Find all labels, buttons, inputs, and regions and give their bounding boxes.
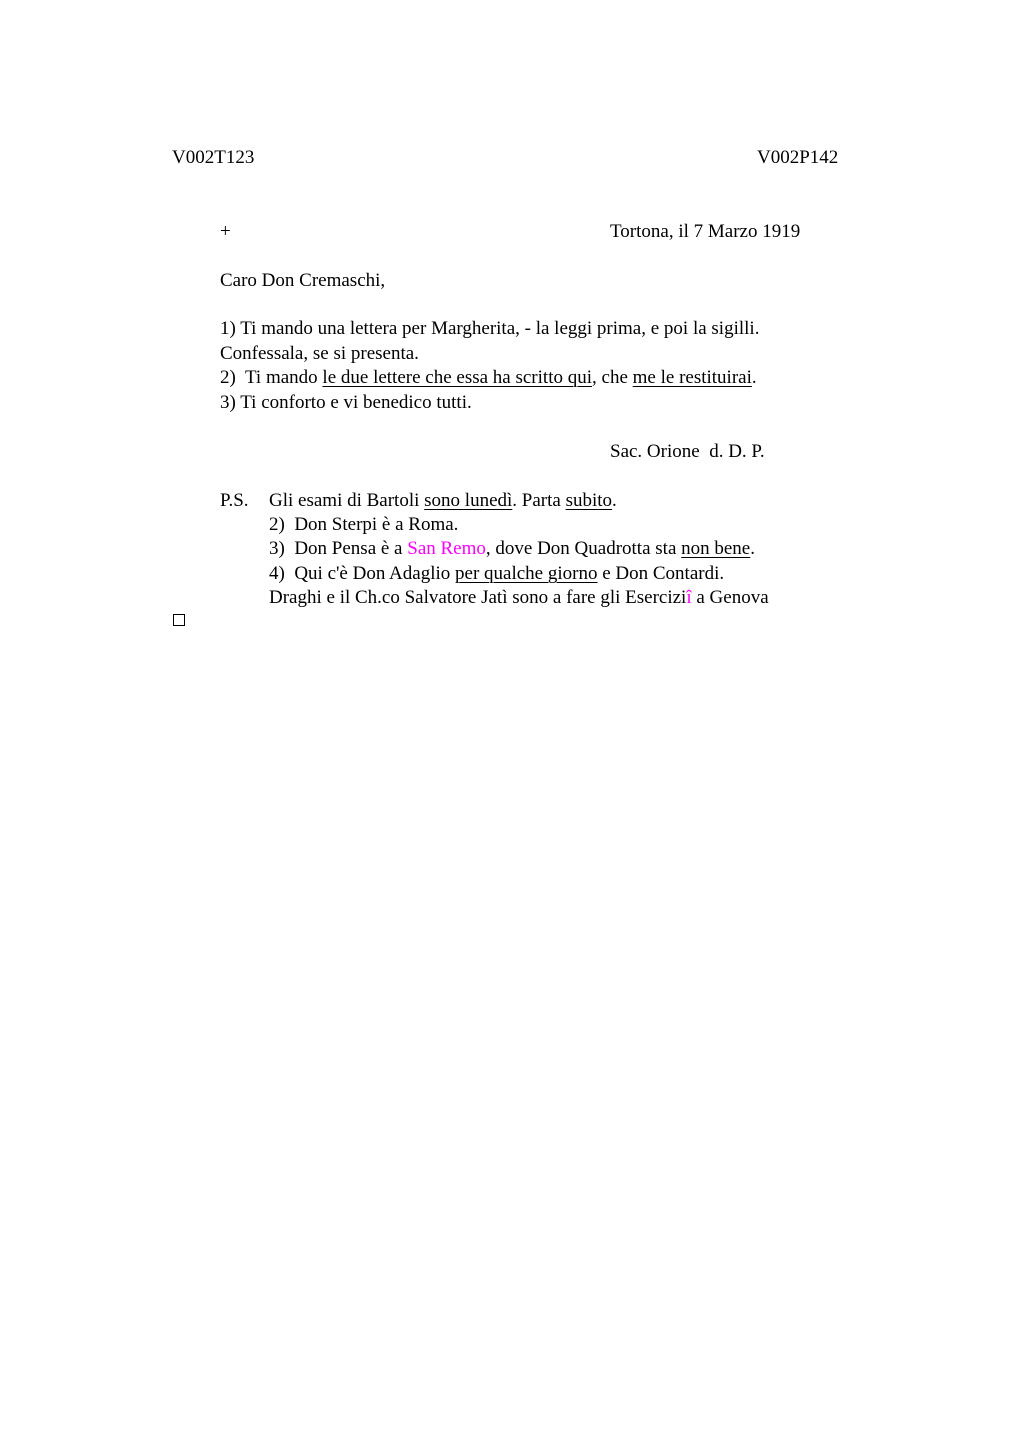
ps-line-1: [269, 489, 617, 513]
signature: Sac. Orione d. D. P.: [610, 441, 765, 462]
item-2: [220, 366, 757, 390]
item-2-underlined-letters: le due lettere che essa ha scritto qui: [322, 367, 593, 388]
ps-line-1-end: .: [612, 490, 617, 511]
left-code: V002T123: [172, 147, 255, 168]
ps-line-4: [269, 562, 724, 586]
ps-label: P.S.: [220, 490, 249, 511]
right-code: V002P142: [757, 147, 839, 168]
ps-line-3-highlight-san-remo: San Remo: [407, 538, 486, 559]
item-2-prefix: 2) Ti mando: [220, 367, 323, 388]
item-2-end: .: [751, 367, 757, 388]
place-date: Tortona, il 7 Marzo 1919: [610, 221, 801, 242]
salutation: Caro Don Cremaschi,: [220, 270, 386, 291]
ps-line-3: [269, 537, 755, 561]
ps-line-4-underlined-days: per qualche giorno: [455, 563, 598, 584]
ps-line-1-underlined-monday: sono lunedì: [424, 490, 513, 511]
item-2-underlined-return: me le restituirai: [632, 367, 752, 388]
cross-mark: +: [220, 221, 231, 242]
ps-line-3-underlined-non-bene: non bene: [681, 538, 751, 559]
item-2-middle: , che: [592, 367, 633, 388]
item-3: 3) Ti conforto e vi benedico tutti.: [220, 392, 472, 413]
item-1-line-2: Confessala, se si presenta.: [220, 343, 419, 364]
ps-line-5-highlight-char: î: [686, 587, 692, 608]
ps-line-5: [269, 586, 769, 610]
end-marker-square-icon: [173, 614, 185, 626]
ps-line-3-end: .: [750, 538, 755, 559]
ps-line-1-mid: . Parta: [512, 490, 566, 511]
ps-line-4-start: 4) Qui c'è Don Adaglio: [269, 563, 456, 584]
ps-line-5-start: Draghi e il Ch.co Salvatore Jatì sono a fare gli Esercizi: [269, 587, 687, 608]
item-1-line-1: 1) Ti mando una lettera per Margherita, - la leggi prima, e poi la sigilli.: [220, 318, 760, 339]
ps-line-5-end: a Genova: [691, 587, 769, 608]
ps-line-2: 2) Don Sterpi è a Roma.: [269, 514, 459, 535]
ps-line-1-start: Gli esami di Bartoli: [269, 490, 425, 511]
ps-line-1-underlined-subito: subito: [565, 490, 613, 511]
ps-line-3-mid: , dove Don Quadrotta sta: [485, 538, 682, 559]
ps-line-4-end: e Don Contardi.: [597, 563, 725, 584]
ps-line-3-start: 3) Don Pensa è a: [269, 538, 408, 559]
